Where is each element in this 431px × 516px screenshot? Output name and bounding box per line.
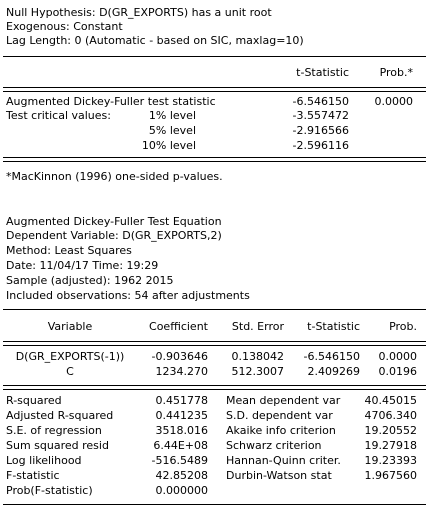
double-divider [3,385,426,390]
footnote: *MacKinnon (1996) one-sided p-values. [6,170,223,183]
double-divider [3,87,426,92]
stat-value: 40.45015 [364,394,417,407]
coef-tstat: 2.409269 [307,365,360,378]
stat-label: S.D. dependent var [226,409,333,422]
col-header-prob: Prob.* [379,66,413,79]
adf-stat-label: Augmented Dickey-Fuller test statistic [6,95,216,108]
divider [3,56,426,57]
observations: Included observations: 54 after adjustments [6,289,250,302]
coef-value: 1234.270 [155,365,208,378]
critical-values-label: Test critical values: [6,109,111,122]
stat-value: 19.23393 [364,454,417,467]
divider [3,309,426,310]
critical-level: 5% level [148,124,196,137]
coef-variable: D(GR_EXPORTS(-1)) [15,350,125,363]
coef-prob: 0.0000 [378,350,417,363]
stat-label: Adjusted R-squared [6,409,114,422]
stat-value: 0.000000 [155,484,208,497]
coef-header-stderror: Std. Error [231,320,284,333]
stat-label: Sum squared resid [6,439,109,452]
coef-prob: 0.0196 [378,365,417,378]
stat-value: 6.44E+08 [153,439,208,452]
coef-tstat: -6.546150 [303,350,360,363]
stat-label: Durbin-Watson stat [226,469,332,482]
coef-header-tstat: t-Statistic [307,320,360,333]
coef-variable: C [66,365,74,378]
double-divider [3,341,426,346]
stat-label: Akaike info criterion [226,424,336,437]
stat-label: Mean dependent var [226,394,341,407]
stat-label: R-squared [6,394,62,407]
dependent-variable: Dependent Variable: D(GR_EXPORTS,2) [6,229,222,242]
divider [3,504,426,505]
stat-value: 42.85208 [155,469,208,482]
stat-value: 0.441235 [155,409,208,422]
null-hypothesis: Null Hypothesis: D(GR_EXPORTS) has a unit root [6,6,272,19]
adf-stat-prob: 0.0000 [374,95,413,108]
sample: Sample (adjusted): 1962 2015 [6,274,174,287]
stat-label: Schwarz criterion [226,439,322,452]
stat-label: Hannan-Quinn criter. [226,454,341,467]
double-divider [3,157,426,162]
coef-stderror: 512.3007 [231,365,284,378]
stat-label: F-statistic [6,469,60,482]
critical-value: -2.596116 [292,139,349,152]
stat-label: S.E. of regression [6,424,102,437]
critical-value: -2.916566 [292,124,349,137]
equation-title: Augmented Dickey-Fuller Test Equation [6,215,222,228]
stat-value: 3518.016 [155,424,208,437]
critical-level: 10% level [141,139,196,152]
coef-stderror: 0.138042 [231,350,284,363]
stat-label: Prob(F-statistic) [6,484,93,497]
stat-label: Log likelihood [6,454,82,467]
coef-header-variable: Variable [47,320,93,333]
method: Method: Least Squares [6,244,132,257]
coef-header-coefficient: Coefficient [149,320,208,333]
col-header-tstat: t-Statistic [296,66,349,79]
date-time: Date: 11/04/17 Time: 19:29 [6,259,159,272]
lag-length: Lag Length: 0 (Automatic - based on SIC, maxlag=10) [6,34,304,47]
stat-value: 1.967560 [364,469,417,482]
critical-value: -3.557472 [292,109,349,122]
adf-stat-value: -6.546150 [292,95,349,108]
stat-value: -516.5489 [151,454,208,467]
coef-value: -0.903646 [151,350,208,363]
coef-header-prob: Prob. [389,320,417,333]
stat-value: 19.20552 [364,424,417,437]
exogenous: Exogenous: Constant [6,20,123,33]
stat-value: 19.27918 [364,439,417,452]
critical-level: 1% level [148,109,196,122]
stat-value: 0.451778 [155,394,208,407]
stat-value: 4706.340 [364,409,417,422]
